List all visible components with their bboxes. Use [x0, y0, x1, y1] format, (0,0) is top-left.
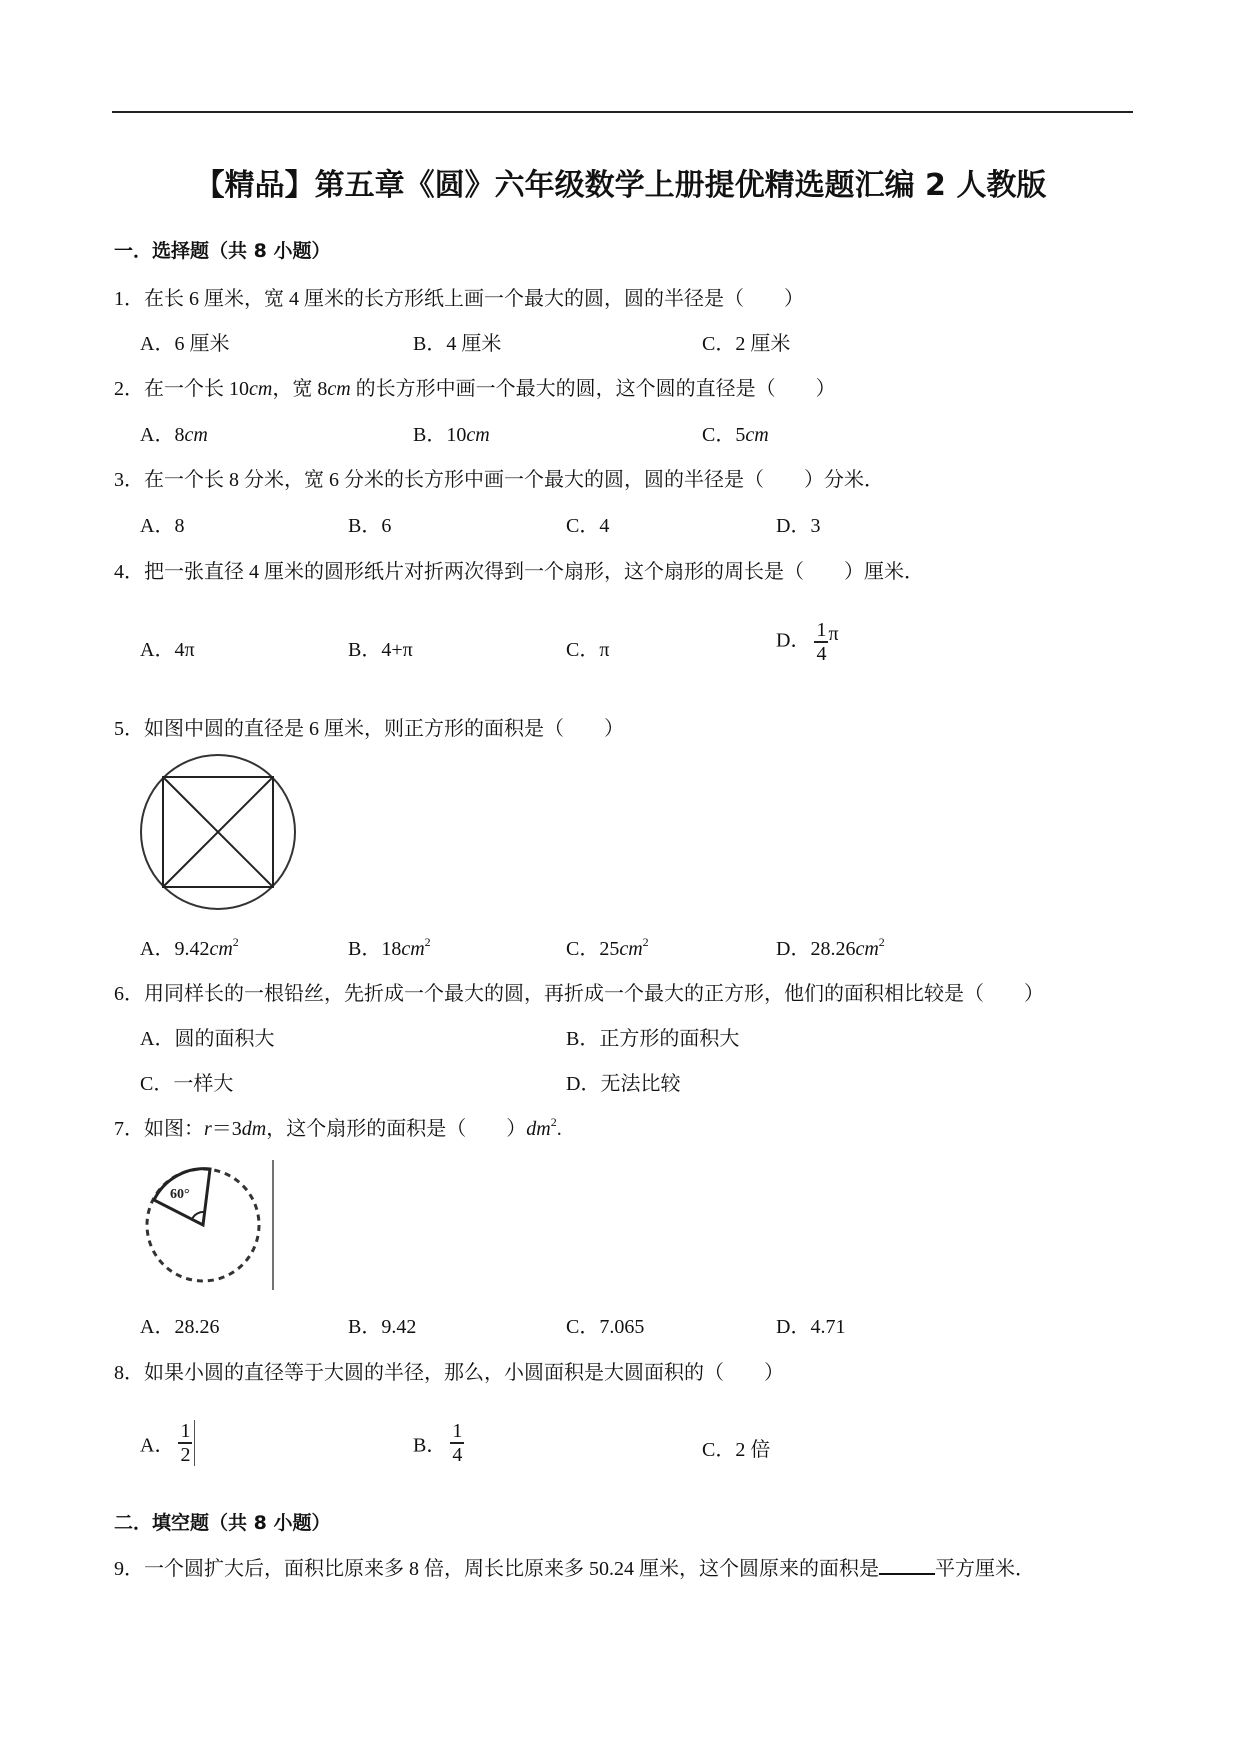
fraction	[450, 1420, 464, 1466]
header-rule	[112, 111, 1133, 113]
fraction-denominator: 4	[452, 1444, 463, 1466]
option-value: 25	[599, 938, 620, 960]
circle-square-figure	[138, 752, 298, 912]
option-label: D．	[776, 938, 811, 960]
question-number: 9．	[114, 1558, 144, 1580]
question-text: 在一个长 10	[144, 378, 249, 400]
option-c	[566, 932, 649, 961]
option-b: B．4+π	[348, 639, 413, 661]
option-value: 2 倍	[735, 1439, 771, 1461]
fraction	[178, 1420, 195, 1466]
option-label: C．	[702, 424, 736, 446]
fraction-denominator: 2	[180, 1444, 191, 1466]
option-value: 10	[446, 424, 467, 446]
option-b: B．9.42	[348, 1316, 417, 1338]
question-number: 1．	[114, 288, 144, 310]
pi-symbol: π	[828, 622, 839, 645]
question-text: 在一个长 8 分米，宽 6 分米的长方形中画一个最大的圆，圆的半径是（ ）分米．	[144, 469, 884, 491]
question-number: 6．	[114, 983, 144, 1005]
fraction-numerator: 1	[180, 1420, 191, 1442]
option-label: D．	[776, 629, 811, 652]
option-value: 18	[381, 938, 402, 960]
question-text: 用同样长的一根铅丝，先折成一个最大的圆，再折成一个最大的正方形，他们的面积相比较是（ ）	[144, 983, 1044, 1005]
option-b: B．4 厘米	[413, 333, 502, 355]
angle-label: 60°	[170, 1187, 190, 1202]
question-9	[114, 1552, 1035, 1581]
question-1	[114, 282, 804, 311]
option-unit: cm	[855, 938, 879, 960]
option-b: B．正方形的面积大	[566, 1028, 740, 1050]
question-number: 8．	[114, 1362, 144, 1384]
exponent: 2	[642, 935, 649, 949]
question-6	[114, 977, 1044, 1006]
option-a	[140, 932, 239, 961]
option-value: 8	[174, 424, 185, 446]
option-c: C．一样大	[140, 1073, 234, 1095]
option-label: C．	[566, 938, 600, 960]
exponent: 2	[878, 935, 885, 949]
question-5	[114, 712, 624, 741]
fraction	[814, 619, 828, 665]
question-text: 把一张直径 4 厘米的圆形纸片对折两次得到一个扇形，这个扇形的周长是（ ）厘米．	[144, 561, 924, 583]
option-c	[702, 1433, 770, 1462]
option-c: C．4	[566, 515, 610, 537]
question-8	[114, 1356, 784, 1385]
option-a: A．圆的面积大	[140, 1028, 275, 1050]
question-text: 如图中圆的直径是 6 厘米，则正方形的面积是（ ）	[144, 718, 624, 740]
question-7	[114, 1112, 562, 1141]
option-d: D．3	[776, 515, 821, 537]
question-text: 一个圆扩大后，面积比原来多 8 倍，周长比原来多 50.24 厘米，这个圆原来的面积是	[144, 1558, 879, 1580]
option-label: B．	[413, 1434, 447, 1457]
option-unit: cm	[466, 424, 490, 446]
option-unit: cm	[745, 424, 769, 446]
section-heading-fill-blank: 二．填空题（共 8 小题）	[114, 1512, 331, 1534]
option-a: A．28.26	[140, 1316, 220, 1338]
option-unit: cm	[401, 938, 425, 960]
option-label: C．	[702, 1439, 736, 1461]
option-value: 5	[735, 424, 746, 446]
question-3	[114, 463, 884, 492]
exponent: 2	[550, 1115, 557, 1129]
exponent: 2	[232, 935, 239, 949]
option-a	[140, 1420, 195, 1466]
question-text: 的长方形中画一个最大的圆，这个圆的直径是（ ）	[350, 378, 836, 400]
section-heading-multiple-choice: 一．选择题（共 8 小题）	[114, 240, 331, 262]
question-4	[114, 555, 924, 584]
unit: cm	[249, 378, 273, 400]
option-unit: cm	[209, 938, 233, 960]
fraction-denominator: 4	[816, 643, 827, 665]
sector-figure	[140, 1160, 280, 1290]
option-d	[776, 932, 885, 961]
option-d	[776, 619, 839, 665]
option-b	[413, 1420, 464, 1466]
option-label: B．	[413, 424, 447, 446]
option-label: A．	[140, 1434, 175, 1457]
question-number: 4．	[114, 561, 144, 583]
option-c: C．7.065	[566, 1316, 645, 1338]
option-b: B．6	[348, 515, 392, 537]
option-label: A．	[140, 424, 175, 446]
option-a: A．6 厘米	[140, 333, 230, 355]
option-label: A．	[140, 938, 175, 960]
question-text: ，这个扇形的面积是（ ）	[266, 1118, 527, 1140]
unit: dm	[526, 1118, 551, 1140]
question-number: 3．	[114, 469, 144, 491]
exponent: 2	[424, 935, 431, 949]
variable-r: r	[204, 1118, 212, 1140]
option-c: C．2 厘米	[702, 333, 791, 355]
question-text: 平方厘米．	[935, 1558, 1035, 1580]
option-value: 28.26	[810, 938, 856, 960]
option-b	[348, 932, 431, 961]
option-a	[140, 418, 208, 447]
fraction-numerator: 1	[816, 619, 827, 641]
option-label: B．	[348, 938, 382, 960]
question-number: 7．	[114, 1118, 144, 1140]
option-a: A．4π	[140, 639, 195, 661]
punctuation: .	[556, 1118, 562, 1140]
option-d: D．4.71	[776, 1316, 846, 1338]
option-value: 9.42	[174, 938, 210, 960]
option-b	[413, 418, 490, 447]
question-text: 在长 6 厘米，宽 4 厘米的长方形纸上画一个最大的圆，圆的半径是（ ）	[144, 288, 804, 310]
option-unit: cm	[619, 938, 643, 960]
unit: cm	[327, 378, 351, 400]
question-number: 5．	[114, 718, 144, 740]
question-text: 如果小圆的直径等于大圆的半径，那么，小圆面积是大圆面积的（ ）	[144, 1362, 784, 1384]
question-2	[114, 372, 836, 401]
option-c: C．π	[566, 639, 610, 661]
option-a: A．8	[140, 515, 185, 537]
question-text: 如图：	[144, 1118, 204, 1140]
option-c	[702, 418, 769, 447]
question-text: ，宽 8	[272, 378, 328, 400]
option-unit: cm	[184, 424, 208, 446]
page-title: 【精品】第五章《圆》六年级数学上册提优精选题汇编 2 人教版	[194, 168, 1047, 203]
unit: dm	[241, 1118, 267, 1140]
question-text: ＝3	[211, 1118, 242, 1140]
answer-blank[interactable]	[879, 1555, 935, 1575]
option-d: D．无法比较	[566, 1073, 681, 1095]
question-number: 2．	[114, 378, 144, 400]
fraction-numerator: 1	[452, 1420, 463, 1442]
